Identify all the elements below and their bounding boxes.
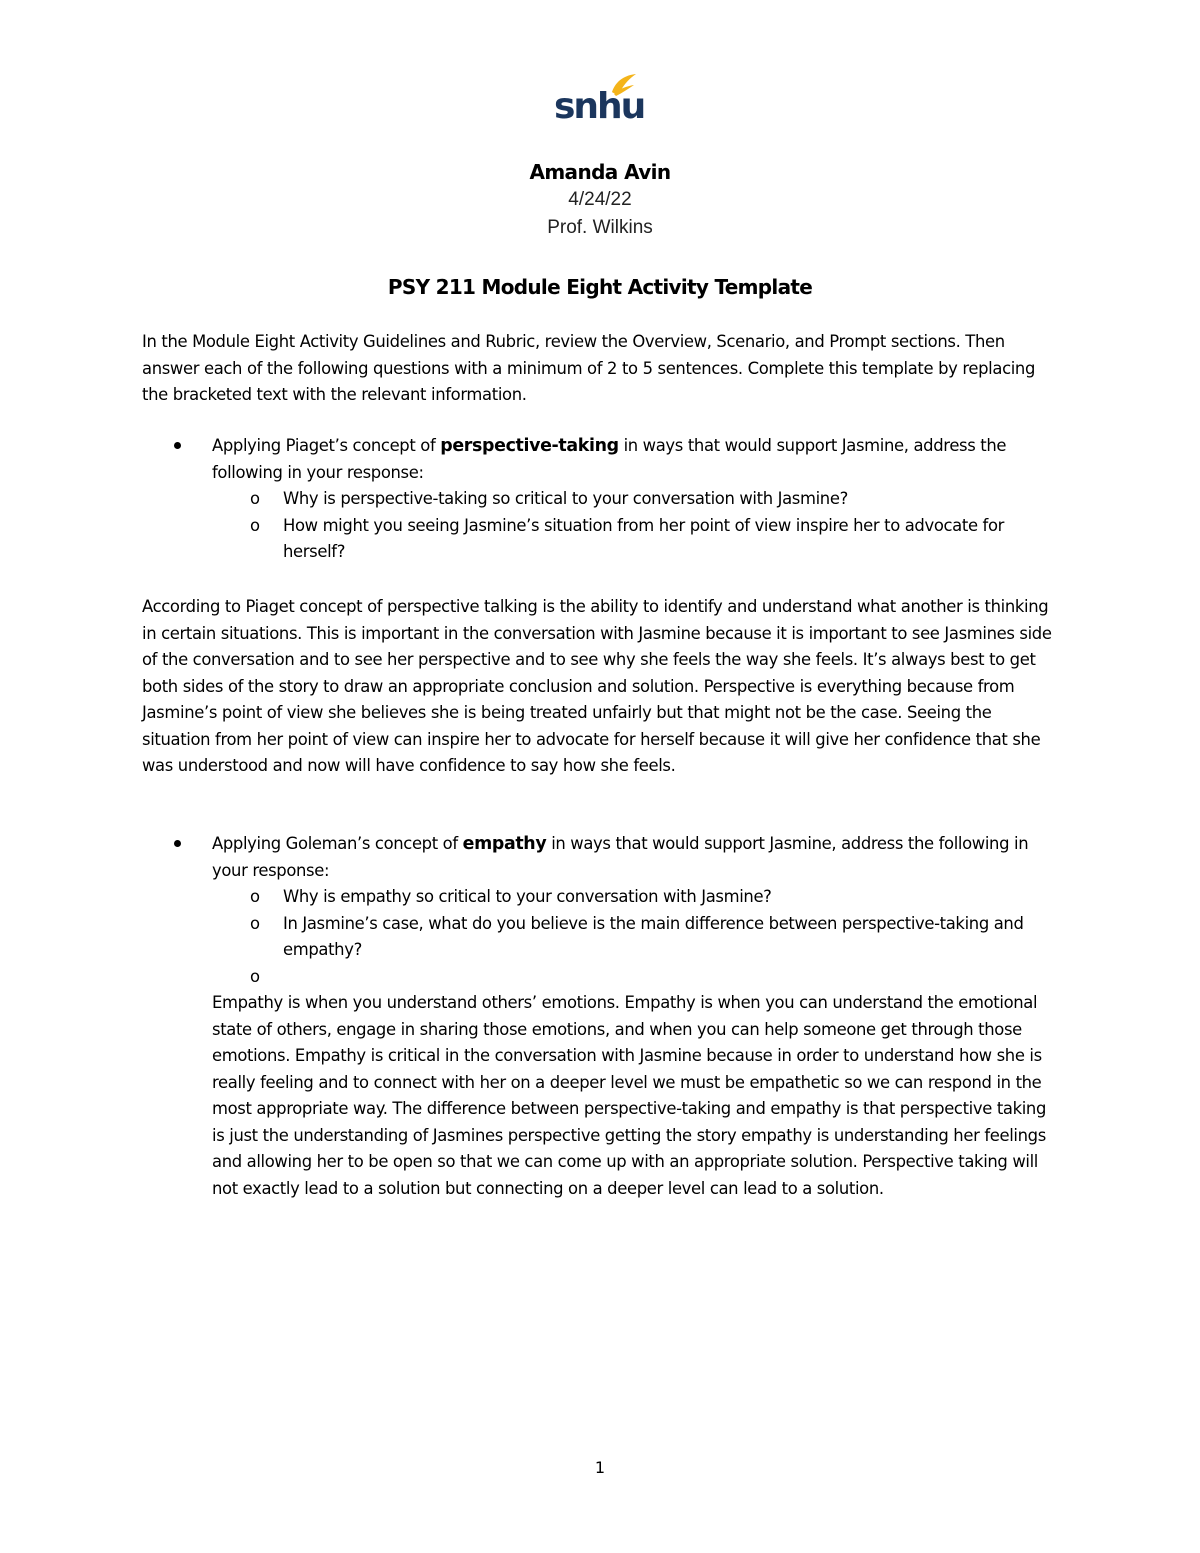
author-name: Amanda Avin	[529, 160, 671, 184]
bullet-term: empathy	[462, 834, 547, 854]
sub-marker: o	[250, 966, 260, 986]
bullet-text-after: in ways that would support Jasmine, address the following in your response:	[212, 436, 1007, 482]
bullet-text-before: Applying Piaget’s concept of	[212, 436, 441, 455]
sub-marker: o	[250, 515, 260, 535]
bullet-term: perspective-taking	[440, 436, 619, 456]
date-line: 4/24/22	[568, 189, 632, 210]
bullet-text	[212, 433, 1062, 486]
sub-item	[212, 513, 1062, 566]
sub-marker: o	[250, 489, 260, 508]
bullet-text	[212, 831, 1062, 884]
bullet-text-after: in ways that would support Jasmine, address the following in your response:	[212, 834, 1029, 880]
sub-item-empty	[212, 964, 1062, 991]
page-title: PSY 211 Module Eight Activity Template	[387, 275, 813, 299]
snhu-logo	[554, 72, 645, 134]
logo-wordmark: snhu	[554, 86, 645, 127]
bullet-empathy	[212, 831, 1062, 1202]
header-block	[0, 158, 1200, 242]
sub-item	[212, 486, 1062, 513]
sub-item-text	[283, 967, 288, 986]
page-number: 1	[594, 1458, 606, 1477]
sub-item-text: In Jasmine’s case, what do you believe is the main difference between perspective-taking and empathy?	[283, 913, 1024, 959]
sub-item	[212, 884, 1062, 911]
sub-marker: o	[250, 913, 260, 933]
intro-paragraph: In the Module Eight Activity Guidelines and Rubric, review the Overview, Scenario, and Prompt sections. Then answer each of the following questions with a minimum of 2 to 5 sentences. Complete this template by replacing the bracketed text with the relevant information.	[142, 332, 1036, 404]
bullet-dot	[174, 442, 181, 449]
sub-item-text: Why is empathy so critical to your conversation with Jasmine?	[283, 887, 772, 906]
answer-perspective-taking: According to Piaget concept of perspective talking is the ability to identify and understand what another is thinking in certain situations. This is important in the conversation with Jasmine because it is important to see Jasmines side of the conversation and to see her perspective and to see why she feels the way she feels. It’s always best to get both sides of the story to draw an appropriate conclusion and solution. Perspective is everything because from Jasmine’s point of view she believes she is being treated unfairly but that might not be the case. Seeing the situation from her point of view can inspire her to advocate for herself because it will give her confidence that she was understood and now will have confidence to say how she feels.	[142, 597, 1052, 775]
sub-marker: o	[250, 887, 260, 906]
bullet-dot	[174, 840, 181, 847]
professor-line: Prof. Wilkins	[547, 217, 653, 238]
sub-item-text: How might you seeing Jasmine’s situation from her point of view inspire her to advocate for herself?	[283, 515, 1005, 561]
sub-item	[212, 911, 1062, 964]
bullet-perspective-taking	[212, 433, 1062, 566]
bullet-text-before: Applying Goleman’s concept of	[212, 834, 463, 853]
sub-item-text: Why is perspective-taking so critical to your conversation with Jasmine?	[283, 489, 848, 508]
answer-empathy: Empathy is when you understand others’ emotions. Empathy is when you can understand the emotional state of others, engage in sharing those emotions, and when you can help someone get through those emotions. Empathy is critical in the conversation with Jasmine because in order to understand how she is really feeling and to connect with her on a deeper level we must be empathetic so we can respond in the most appropriate way. The difference between perspective-taking and empathy is that perspective taking is just the understanding of Jasmines perspective getting the story empathy is understanding her feelings and allowing her to be open so that we can come up with an appropriate solution. Perspective taking will not exactly lead to a solution but connecting on a deeper level can lead to a solution.	[212, 993, 1047, 1198]
